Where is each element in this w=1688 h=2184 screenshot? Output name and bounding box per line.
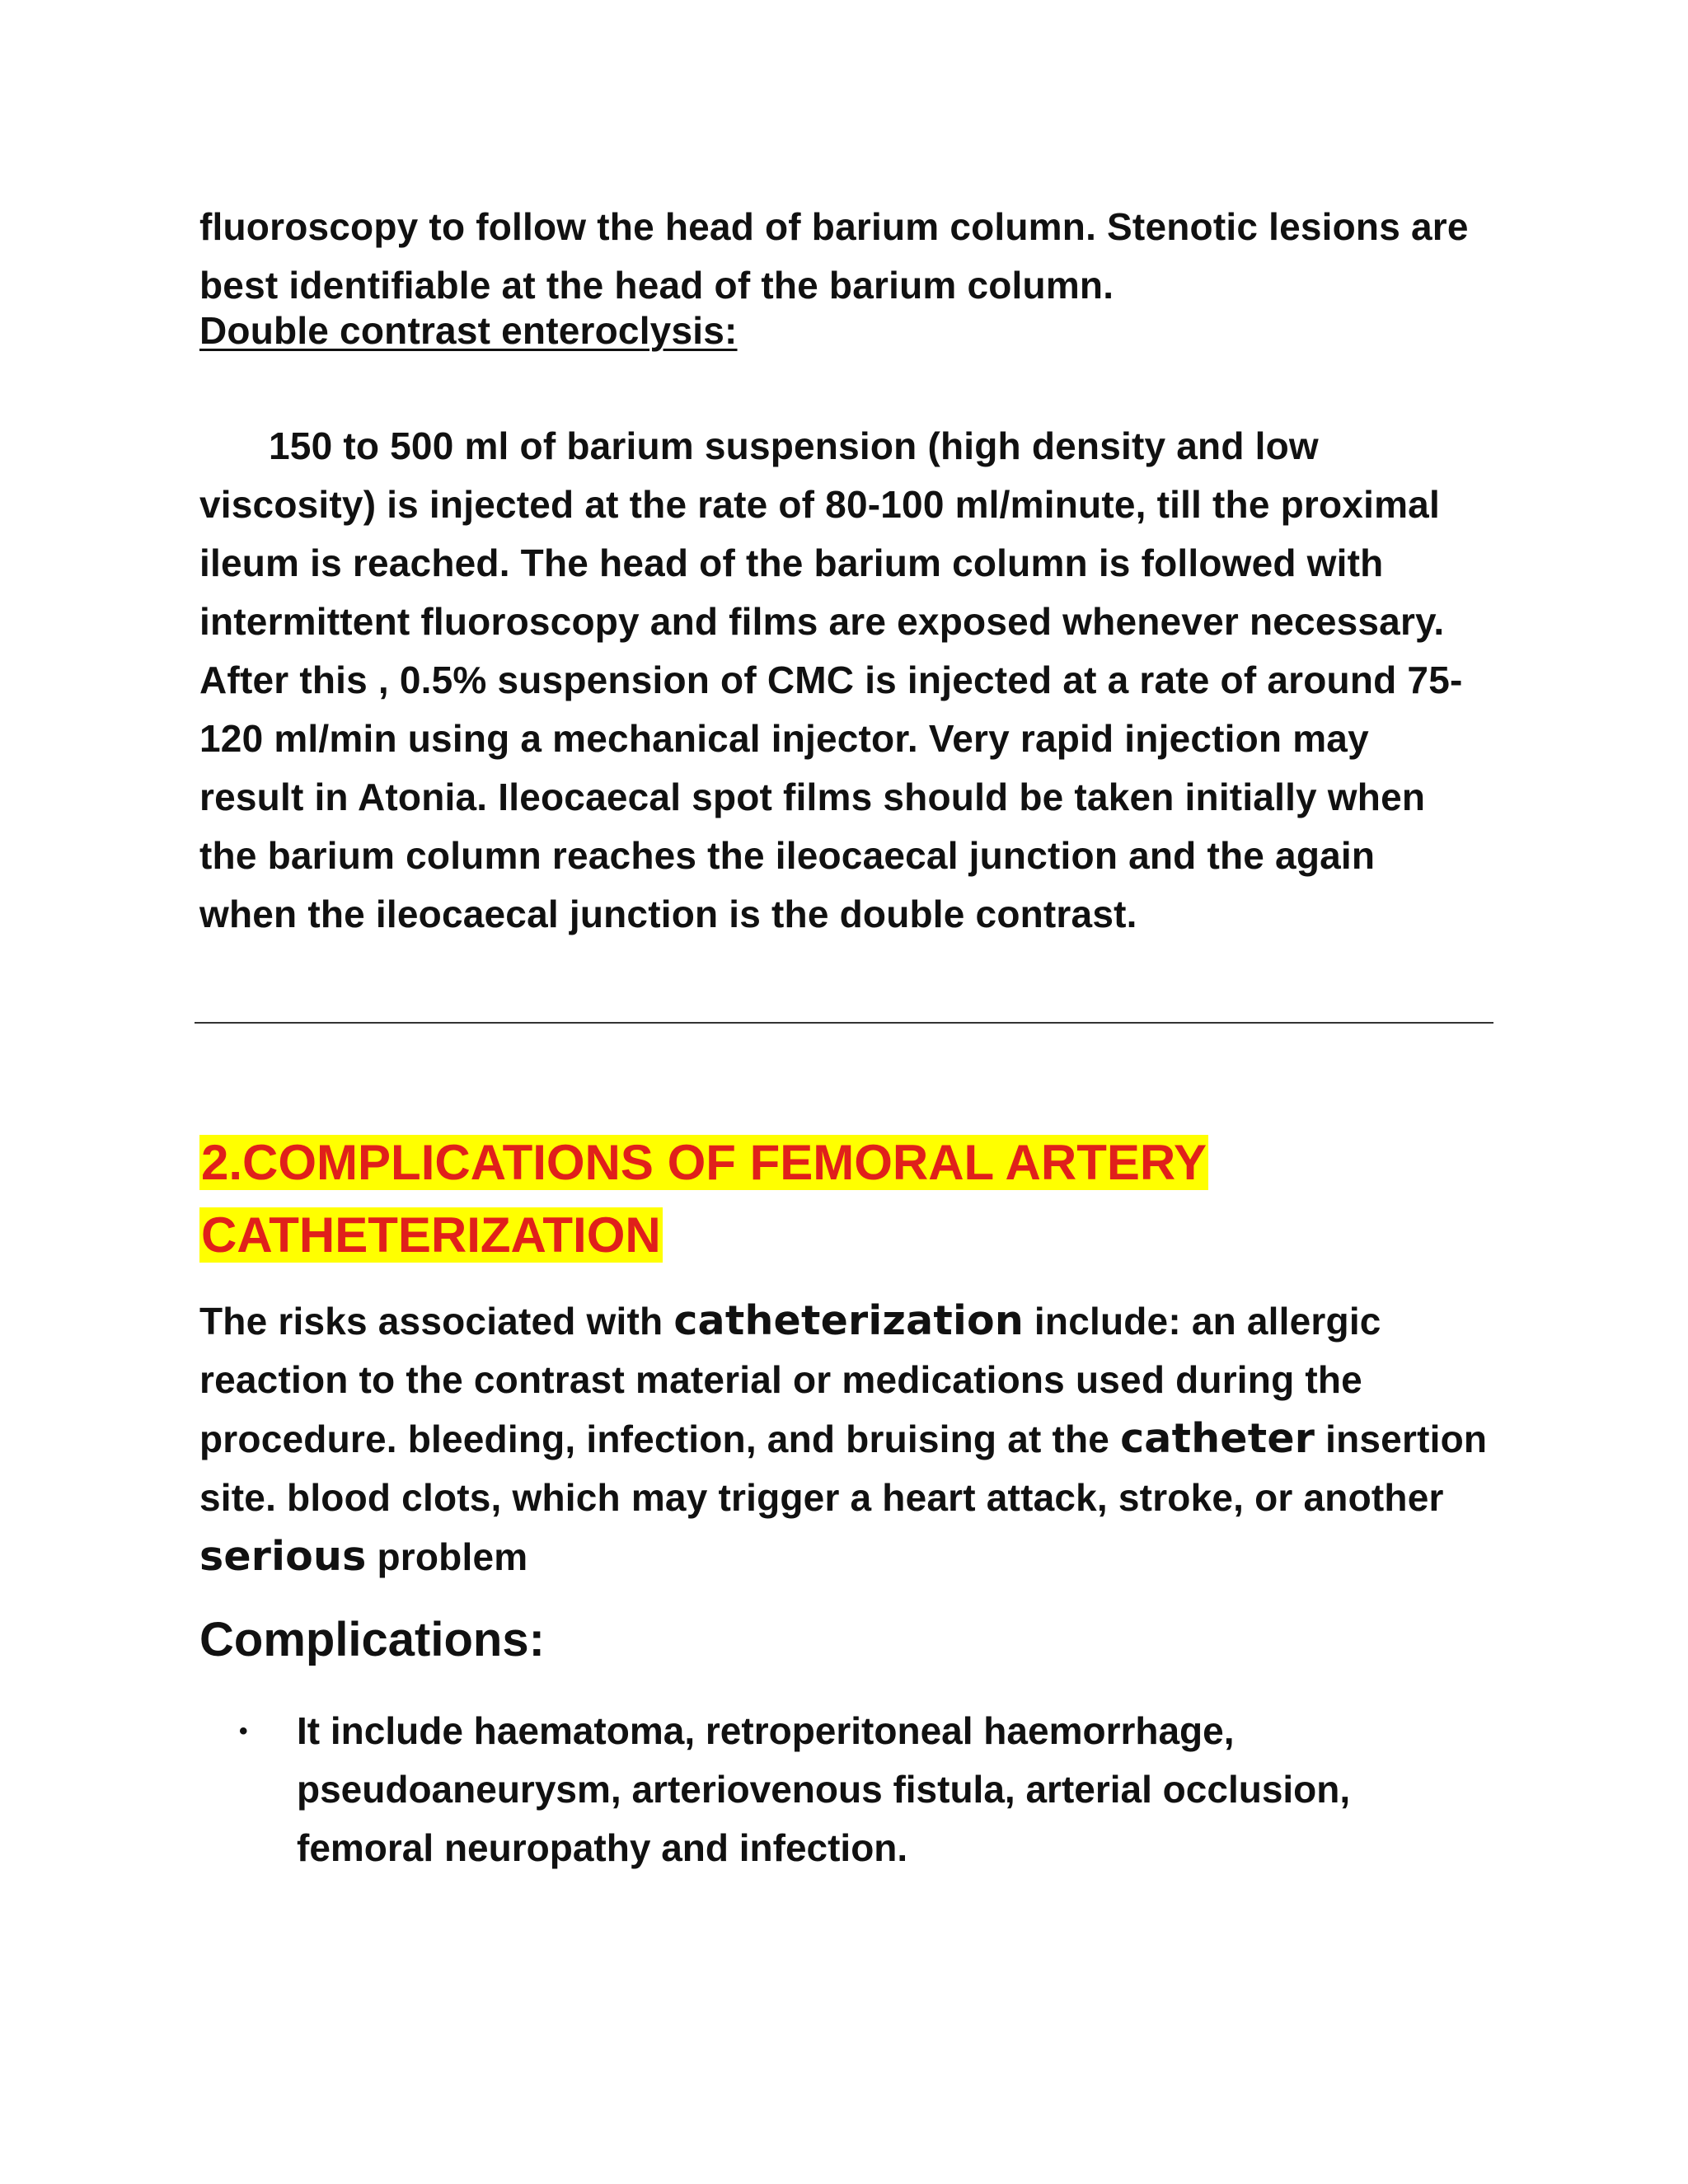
text-line: femoral neuropathy and infection. bbox=[297, 1826, 908, 1869]
double-contrast-heading: Double contrast enteroclysis: bbox=[199, 309, 738, 352]
horizontal-divider bbox=[195, 1022, 1493, 1024]
text-line: 120 ml/min using a mechanical injector. Very rapid injection may bbox=[199, 717, 1369, 760]
complications-heading: Complications: bbox=[199, 1613, 545, 1666]
text-line: serious problem bbox=[199, 1533, 528, 1580]
text-line: reaction to the contrast material or medications used during the bbox=[199, 1358, 1362, 1401]
text-line: intermittent fluoroscopy and films are exposed whenever necessary. bbox=[199, 600, 1445, 643]
text-line: the barium column reaches the ileocaecal junction and the again bbox=[199, 834, 1376, 877]
text-line: ileum is reached. The head of the barium column is followed with bbox=[199, 541, 1384, 584]
text-line: viscosity) is injected at the rate of 80-100 ml/minute, till the proximal bbox=[199, 483, 1440, 526]
text-line: It include haematoma, retroperitoneal haemorrhage, bbox=[297, 1709, 1235, 1752]
intro-paragraph bbox=[199, 198, 1485, 315]
text-line: 150 to 500 ml of barium suspension (high density and low bbox=[269, 424, 1319, 467]
text-line: result in Atonia. Ileocaecal spot films should be taken initially when bbox=[199, 776, 1426, 818]
text-line: site. blood clots, which may trigger a heart attack, stroke, or another bbox=[199, 1476, 1444, 1519]
emphasis-term: catheter bbox=[1120, 1415, 1315, 1462]
emphasis-term: serious bbox=[199, 1533, 367, 1580]
text-line: pseudoaneurysm, arteriovenous fistula, arterial occlusion, bbox=[297, 1768, 1351, 1811]
text-line: fluoroscopy to follow the head of barium column. Stenotic lesions are bbox=[199, 205, 1469, 248]
double-contrast-paragraph bbox=[199, 417, 1485, 944]
text-line: The risks associated with catheterization include: an allergic bbox=[199, 1297, 1381, 1344]
section-heading-line: 2.COMPLICATIONS OF FEMORAL ARTERY bbox=[201, 1135, 1207, 1190]
complications-list bbox=[239, 1702, 1475, 1877]
risks-paragraph bbox=[199, 1291, 1488, 1586]
text-line: After this , 0.5% suspension of CMC is injected at a rate of around 75- bbox=[199, 658, 1463, 701]
text-line: procedure. bleeding, infection, and bruising at the catheter insertion bbox=[199, 1415, 1488, 1462]
section-heading-line: CATHETERIZATION bbox=[201, 1207, 661, 1263]
emphasis-term: catheterization bbox=[673, 1297, 1024, 1344]
text-line: best identifiable at the head of the barium column. bbox=[199, 264, 1114, 307]
list-item bbox=[239, 1702, 1475, 1877]
bullet-icon: • bbox=[239, 1718, 248, 1745]
section-heading bbox=[199, 1127, 1485, 1272]
text-line: when the ileocaecal junction is the double contrast. bbox=[199, 893, 1137, 935]
